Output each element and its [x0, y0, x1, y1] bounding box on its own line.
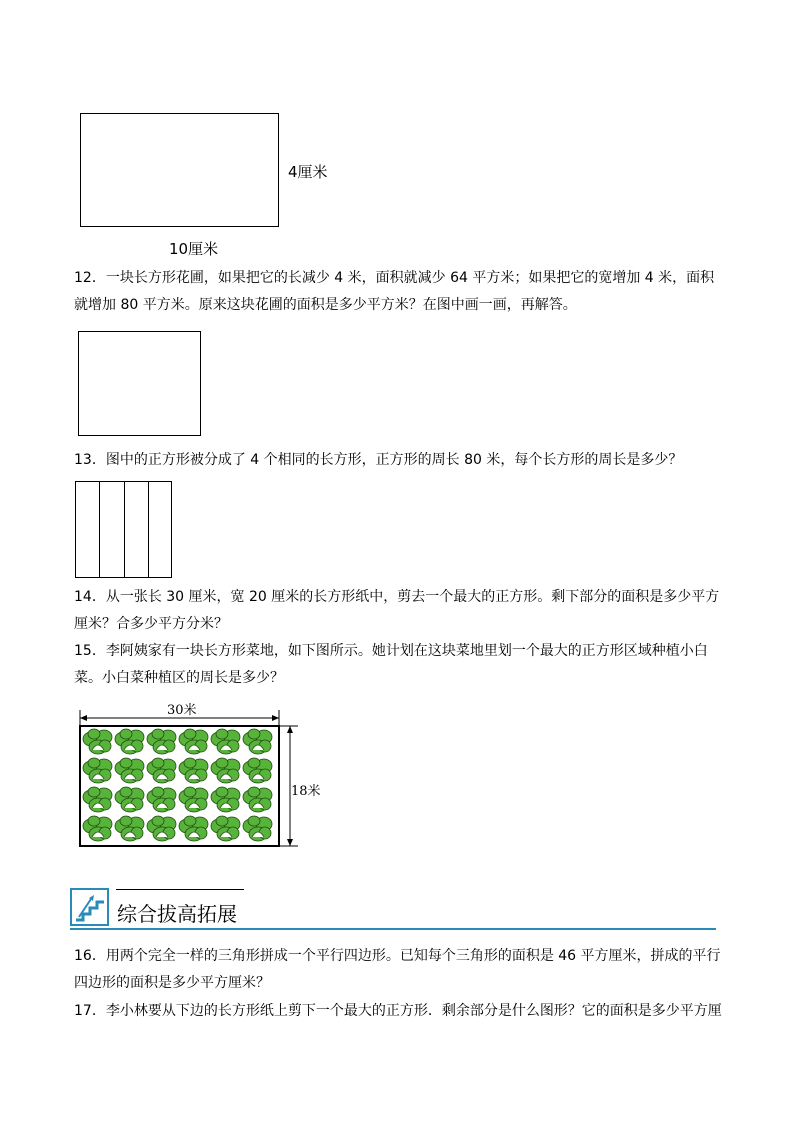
question-16: 16．用两个完全一样的三角形拼成一个平行四边形。已知每个三角形的面积是 46 平方厘米，拼成的平行四边形的面积是多少平方厘米？	[74, 948, 721, 991]
question-14: 14．从一张长 30 厘米，宽 20 厘米的长方形纸中，剪去一个最大的正方形。剩下部分的面积是多少平方厘米？合多少平方分米？	[74, 589, 720, 632]
width-label-11: 10厘米	[169, 240, 219, 258]
rectangle-figure-12	[78, 331, 201, 436]
divider-line	[99, 481, 100, 578]
section-title: 综合拔高拓展	[117, 902, 237, 926]
vegetable-plot-figure	[72, 698, 332, 854]
question-15: 15．李阿姨家有一块长方形菜地，如下图所示。她计划在这块菜地里划一个最大的正方形区域种植小白菜。小白菜种植区的周长是多少？	[74, 643, 708, 686]
height-label-11: 4厘米	[288, 163, 328, 181]
section-top-rule	[116, 889, 244, 890]
width-label-15: 18米	[291, 784, 321, 799]
question-13: 13．图中的正方形被分成了 4 个相同的长方形，正方形的周长 80 米，每个长方形的周长是多少？	[74, 452, 683, 468]
stairs-icon	[70, 887, 110, 927]
divider-line	[148, 481, 149, 578]
length-label-15: 30米	[167, 703, 197, 718]
section-bottom-rule	[70, 928, 716, 930]
rectangle-figure-11	[80, 113, 279, 227]
question-17: 17．李小林要从下边的长方形纸上剪下一个最大的正方形．剩余部分是什么图形？它的面积是多少平方厘	[74, 1003, 722, 1019]
section-header	[70, 887, 716, 937]
divider-line	[124, 481, 125, 578]
question-12: 12．一块长方形花圃，如果把它的长减少 4 米，面积就减少 64 平方米；如果把它的宽增加 4 米，面积就增加 80 平方米。原来这块花圃的面积是多少平方米？在图中画一画，再解答。	[74, 270, 715, 313]
